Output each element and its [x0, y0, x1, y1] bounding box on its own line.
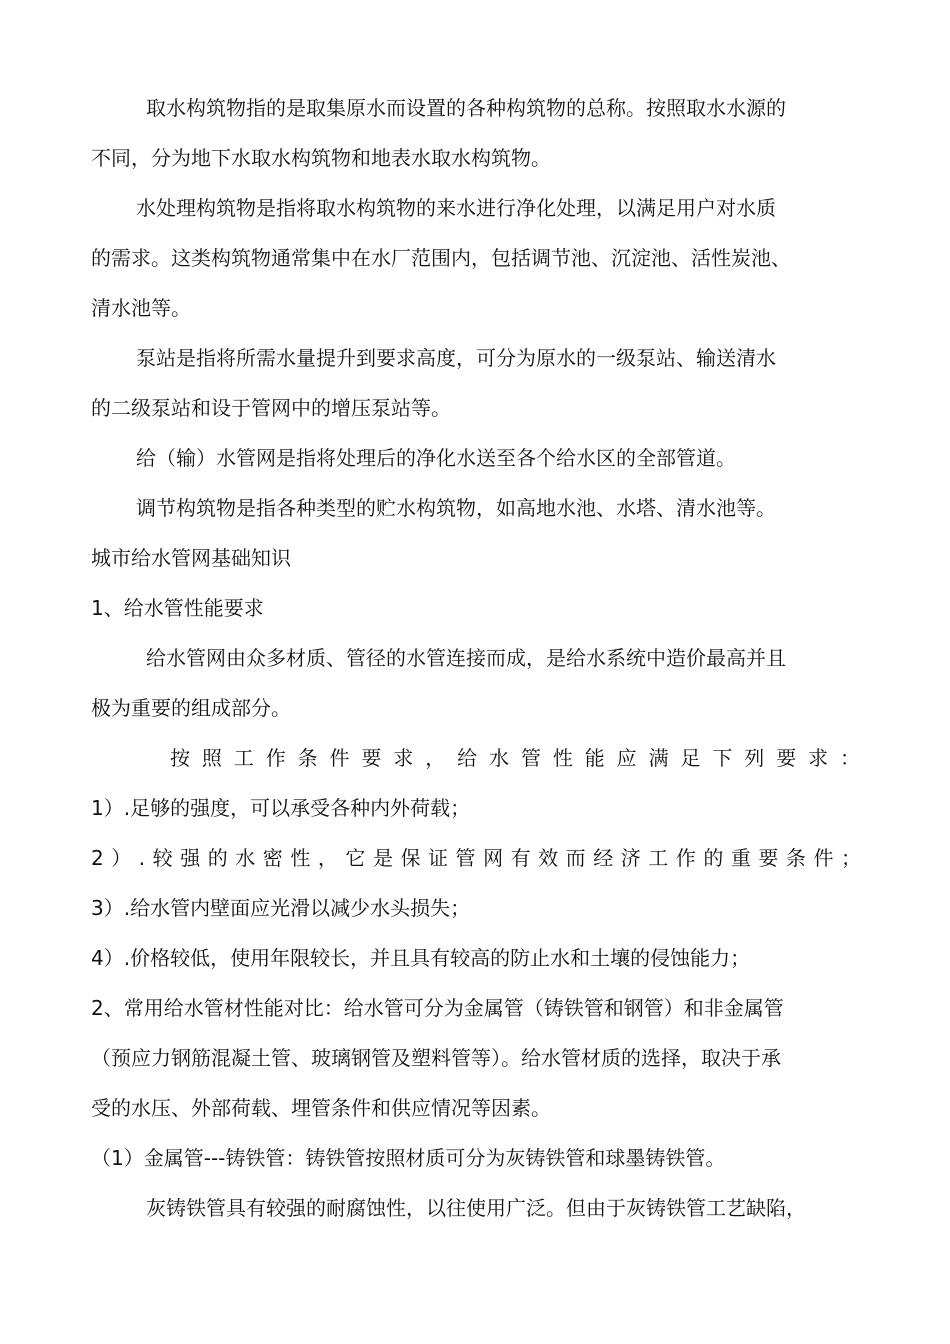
text-line: 受的水压、外部荷载、埋管条件和供应情况等因素。: [91, 1096, 551, 1120]
text-line: 泵站是指将所需水量提升到要求高度，可分为原水的一级泵站、输送清水: [136, 346, 776, 370]
text-line: 的二级泵站和设于管网中的增压泵站等。: [91, 396, 451, 420]
text-line: 清水池等。: [91, 296, 191, 320]
text-line: 的需求。这类构筑物通常集中在水厂范围内，包括调节池、沉淀池、活性炭池、: [91, 246, 791, 270]
text-line: 给水管网由众多材质、管径的水管连接而成，是给水系统中造价最高并且: [146, 646, 786, 670]
text-line: （1）金属管---铸铁管：铸铁管按照材质可分为灰铸铁管和球墨铸铁管。: [91, 1146, 726, 1170]
section-heading: 城市给水管网基础知识: [91, 546, 291, 570]
text-line: 调节构筑物是指各种类型的贮水构筑物，如高地水池、水塔、清水池等。: [136, 496, 776, 520]
list-item: 2）.较强的水密性，它是保证管网有效而经济工作的重要条件；: [91, 846, 861, 870]
text-line: （预应力钢筋混凝土管、玻璃钢管及塑料管等）。给水管材质的选择，取决于承: [91, 1046, 781, 1070]
section-heading: 1、给水管性能要求: [91, 596, 264, 620]
list-item: 3）.给水管内壁面应光滑以减少水头损失；: [91, 896, 471, 920]
list-item: 4）.价格较低，使用年限较长，并且具有较高的防止水和土壤的侵蚀能力；: [91, 946, 751, 970]
text-line: 取水构筑物指的是取集原水而设置的各种构筑物的总称。按照取水水源的: [146, 96, 786, 120]
text-line: 不同，分为地下水取水构筑物和地表水取水构筑物。: [91, 146, 551, 170]
text-line: 水处理构筑物是指将取水构筑物的来水进行净化处理，以满足用户对水质: [136, 196, 776, 220]
text-line: 灰铸铁管具有较强的耐腐蚀性，以往使用广泛。但由于灰铸铁管工艺缺陷，: [146, 1196, 806, 1220]
text-line: 按照工作条件要求，给水管性能应满足下列要求：: [170, 746, 860, 770]
text-line: 极为重要的组成部分。: [91, 696, 291, 720]
list-item: 1）.足够的强度，可以承受各种内外荷载；: [91, 796, 471, 820]
text-line: 给（输）水管网是指将处理后的净化水送至各个给水区的全部管道。: [136, 446, 736, 470]
text-line: 2、常用给水管材性能对比：给水管可分为金属管（铸铁管和钢管）和非金属管: [91, 996, 784, 1020]
